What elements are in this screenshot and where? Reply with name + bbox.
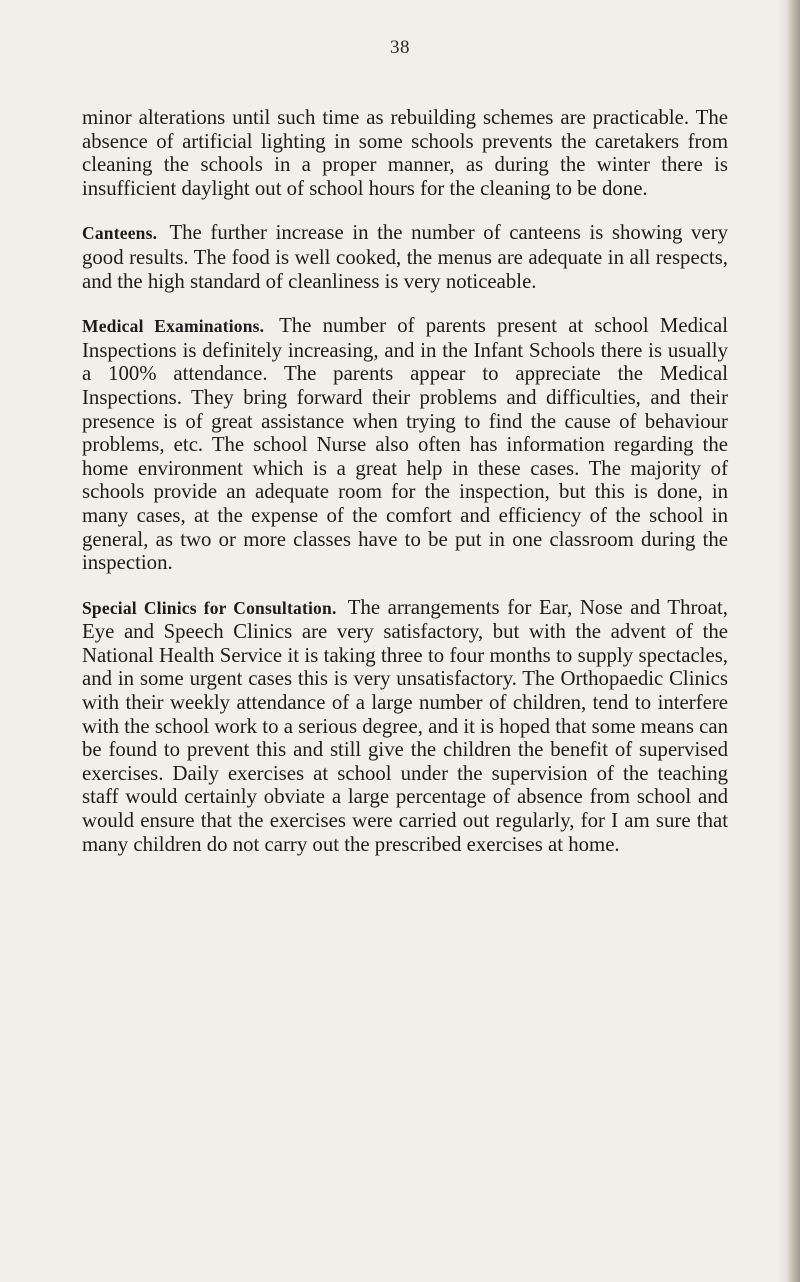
page-binding-edge bbox=[786, 0, 800, 1282]
page-number: 38 bbox=[390, 37, 410, 58]
section-heading-canteens: Canteens. bbox=[82, 223, 158, 244]
paragraph-text: The further increase in the number of canteens is showing very good results. The food is well cooked, the menus are adequate in all respects, and the high standard of cleanliness is very noticeable. bbox=[82, 221, 728, 293]
section-heading-special-clinics: Special Clinics for Consultation. bbox=[82, 597, 337, 618]
page-edge-shadow bbox=[778, 0, 786, 1282]
paragraph-special-clinics bbox=[82, 596, 728, 857]
paragraph-text: The number of parents present at school Medical Inspections is definitely increasing, and in the Infant Schools there is usually a 100% attendance. The parents appear to appreciate the Medical Inspections. They bring forward their problems and difficulties, and their presence is of great assistance when trying to find the cause of behaviour problems, etc. The school Nurse also often has information regarding the home environment which is a great help in these cases. The majority of schools provide an adequate room for the inspection, but this is done, in many cases, at the expense of the comfort and efficiency of the school in general, as two or more classes have to be put in one classroom during the inspection. bbox=[82, 314, 728, 575]
paragraph-rebuilding bbox=[82, 106, 728, 200]
paragraph-canteens bbox=[82, 221, 728, 293]
paragraph-text: The arrangements for Ear, Nose and Throat, Eye and Speech Clinics are very satisfactory, but with the advent of the National Health Service it is taking three to four months to supply spectacles, and in some urgent cases this is very unsatisfactory. The Orthopaedic Clinics with their weekly attendance of a large number of children, tend to interfere with the school work to a serious degree, and it is hoped that some means can be found to prevent this and still give the children the benefit of supervised exercises. Daily exercises at school under the supervision of the teaching staff would certainly obviate a large percentage of absence from school and would ensure that the exercises were carried out regularly, for I am sure that many children do not carry out the prescribed exercises at home. bbox=[82, 595, 728, 856]
body-text bbox=[82, 106, 728, 856]
section-heading-medical-examinations: Medical Examinations. bbox=[82, 316, 265, 337]
paragraph-medical-examinations bbox=[82, 314, 728, 575]
paragraph-text: minor alterations until such time as rebuilding schemes are practicable. The absence of artificial lighting in some schools prevents the caretakers from cleaning the schools in a proper manner, as during the winter there is insufficient daylight out of school hours for the cleaning to be done. bbox=[82, 106, 728, 200]
